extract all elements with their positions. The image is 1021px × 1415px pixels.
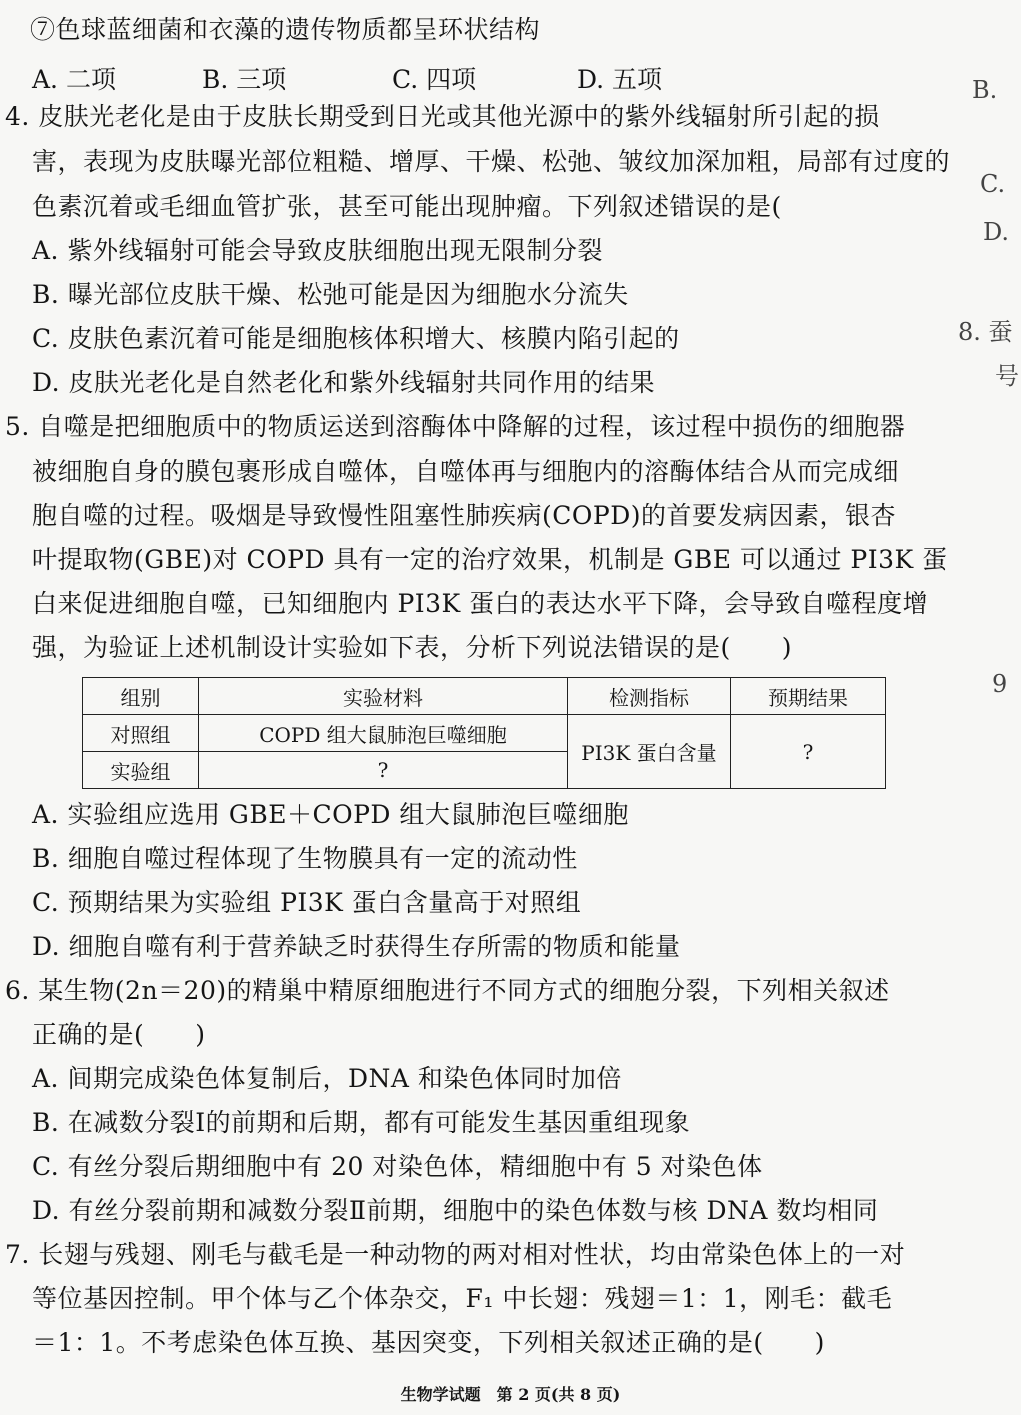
q3-option-b: B. 三项 xyxy=(202,65,287,94)
indicator-cell: PI3K 蛋白含量 xyxy=(568,715,731,789)
table-header-result: 预期结果 xyxy=(731,678,886,715)
table-header-material: 实验材料 xyxy=(199,678,568,715)
q4-option-b: B. 曝光部位皮肤干燥、松弛可能是因为细胞水分流失 xyxy=(32,280,629,309)
q6-option-a: A. 间期完成染色体复制后，DNA 和染色体同时加倍 xyxy=(32,1064,622,1093)
result-cell: ? xyxy=(731,715,886,789)
q3-option-c: C. 四项 xyxy=(392,65,477,94)
margin-fragment-q8: 8. 蚕 xyxy=(958,318,1013,346)
q5-option-b: B. 细胞自噬过程体现了生物膜具有一定的流动性 xyxy=(32,844,578,873)
q7-stem-line-1: 7. 长翅与残翅、刚毛与截毛是一种动物的两对相对性状，均由常染色体上的一对 xyxy=(5,1240,906,1269)
q3-option-d: D. 五项 xyxy=(577,65,663,94)
q5-stem-line-1: 5. 自噬是把细胞质中的物质运送到溶酶体中降解的过程，该过程中损伤的细胞器 xyxy=(5,412,906,441)
experiment-group-label: 实验组 xyxy=(83,752,199,789)
q6-stem-line-2: 正确的是( ) xyxy=(32,1020,206,1049)
q3-options xyxy=(32,60,712,94)
q6-option-b: B. 在减数分裂Ⅰ的前期和后期，都有可能发生基因重组现象 xyxy=(32,1108,691,1137)
q5-stem-line-2: 被细胞自身的膜包裹形成自噬体，自噬体再与细胞内的溶酶体结合从而完成细 xyxy=(32,457,900,486)
experiment-group-material: ? xyxy=(199,752,568,789)
margin-fragment-b: B. xyxy=(972,76,998,104)
q6-stem-line-1: 6. 某生物(2n＝20)的精巢中精原细胞进行不同方式的细胞分裂，下列相关叙述 xyxy=(5,976,890,1005)
statement-7: ⑦色球蓝细菌和衣藻的遗传物质都呈环状结构 xyxy=(30,15,541,44)
q5-stem-line-6: 强，为验证上述机制设计实验如下表，分析下列说法错误的是( ) xyxy=(32,633,793,662)
table-header-row xyxy=(83,678,886,715)
q7-stem-line-3: ＝1：1。不考虑染色体互换、基因突变，下列相关叙述正确的是( ) xyxy=(32,1328,825,1357)
q6-option-d: D. 有丝分裂前期和减数分裂Ⅱ前期，细胞中的染色体数与核 DNA 数均相同 xyxy=(32,1196,879,1225)
page-footer: 生物学试题 第 2 页(共 8 页) xyxy=(400,1385,621,1404)
table-header-indicator: 检测指标 xyxy=(568,678,731,715)
q4-stem-line-1: 4. 皮肤光老化是由于皮肤长期受到日光或其他光源中的紫外线辐射所引起的损 xyxy=(5,102,880,131)
q5-stem-line-5: 白来促进细胞自噬，已知细胞内 PI3K 蛋白的表达水平下降，会导致自噬程度增 xyxy=(32,589,929,618)
q4-option-d: D. 皮肤光老化是自然老化和紫外线辐射共同作用的结果 xyxy=(32,368,656,397)
q3-option-a: A. 二项 xyxy=(32,65,116,94)
q5-option-c: C. 预期结果为实验组 PI3K 蛋白含量高于对照组 xyxy=(32,888,582,917)
margin-fragment-hao: 号 xyxy=(995,362,1019,390)
margin-fragment-d: D. xyxy=(983,218,1010,246)
q4-option-c: C. 皮肤色素沉着可能是细胞核体积增大、核膜内陷引起的 xyxy=(32,324,680,353)
margin-fragment-c: C. xyxy=(980,170,1006,198)
q5-stem-line-4: 叶提取物(GBE)对 COPD 具有一定的治疗效果，机制是 GBE 可以通过 PI3K 蛋 xyxy=(32,545,948,574)
table-header-group: 组别 xyxy=(83,678,199,715)
q6-option-c: C. 有丝分裂后期细胞中有 20 对染色体，精细胞中有 5 对染色体 xyxy=(32,1152,763,1181)
margin-fragment-q9: 9 xyxy=(992,670,1008,698)
control-group-label: 对照组 xyxy=(83,715,199,752)
q5-stem-line-3: 胞自噬的过程。吸烟是导致慢性阻塞性肺疾病(COPD)的首要发病因素，银杏 xyxy=(32,501,896,530)
q4-option-a: A. 紫外线辐射可能会导致皮肤细胞出现无限制分裂 xyxy=(32,236,603,265)
q7-stem-line-2: 等位基因控制。甲个体与乙个体杂交，F₁ 中长翅：残翅＝1：1，刚毛：截毛 xyxy=(32,1284,893,1313)
q5-option-a: A. 实验组应选用 GBE＋COPD 组大鼠肺泡巨噬细胞 xyxy=(32,800,629,829)
table-row xyxy=(83,715,886,752)
experiment-table xyxy=(82,677,886,789)
q4-stem-line-2: 害，表现为皮肤曝光部位粗糙、增厚、干燥、松弛、皱纹加深加粗，局部有过度的 xyxy=(32,147,951,176)
control-group-material: COPD 组大鼠肺泡巨噬细胞 xyxy=(199,715,568,752)
q5-option-d: D. 细胞自噬有利于营养缺乏时获得生存所需的物质和能量 xyxy=(32,932,681,961)
q4-stem-line-3: 色素沉着或毛细血管扩张，甚至可能出现肿瘤。下列叙述错误的是( xyxy=(32,192,782,221)
